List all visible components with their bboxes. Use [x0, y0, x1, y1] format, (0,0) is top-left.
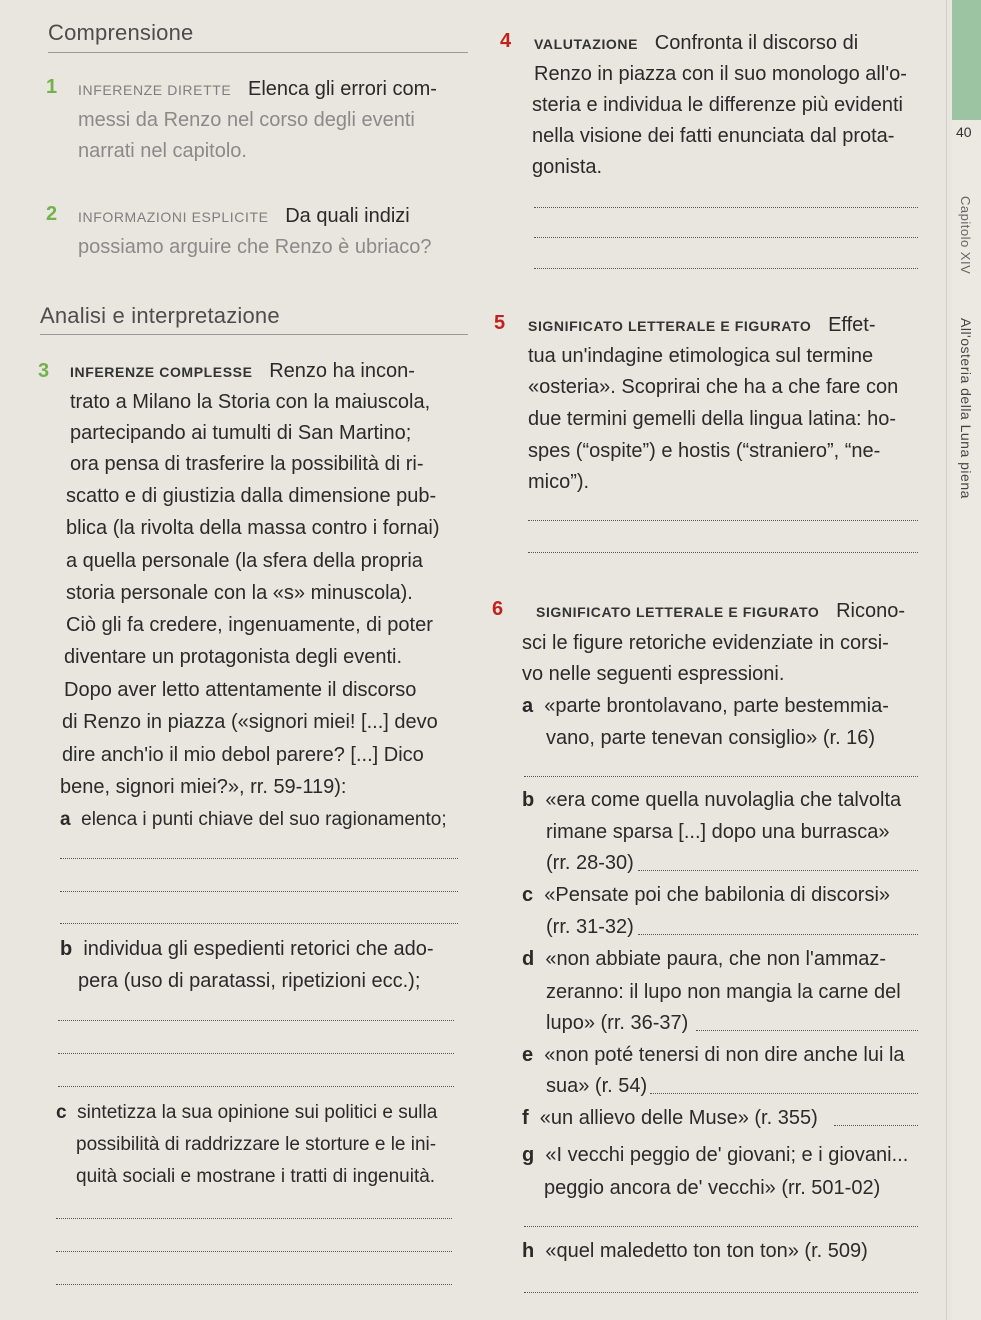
section-heading-comprensione: Comprensione [48, 20, 194, 45]
item-f: f «un allievo delle Muse» (r. 355) [522, 1107, 818, 1129]
answer-line[interactable] [524, 1292, 918, 1293]
item-a: a «parte brontolavano, parte bestemmia- [522, 695, 889, 717]
subquestion-c: c sintetizza la sua opinione sui politici e sulla [56, 1102, 438, 1123]
answer-line[interactable] [56, 1218, 452, 1219]
answer-line[interactable] [638, 934, 918, 935]
question-5-line: tua un'indagine etimologica sul termine [528, 345, 874, 367]
question-2-line-1: INFORMAZIONI ESPLICITE Da quali indizi [78, 205, 410, 227]
answer-line[interactable] [58, 1020, 454, 1021]
question-3-line: partecipando ai tumulti di San Martino; [70, 422, 412, 444]
answer-line[interactable] [60, 923, 458, 924]
item-d: d «non abbiate paura, che non l'ammaz- [522, 948, 887, 970]
question-4-line: nella visione dei fatti enunciata dal prota- [532, 125, 895, 147]
question-tag: INFORMAZIONI ESPLICITE [78, 209, 269, 225]
item-b: b «era come quella nuvolaglia che talvolta [522, 789, 902, 811]
question-tag: SIGNIFICATO LETTERALE E FIGURATO [528, 318, 812, 334]
question-5-line-1: SIGNIFICATO LETTERALE E FIGURATO Effet- [528, 314, 876, 336]
heading-rule [40, 334, 468, 335]
answer-line[interactable] [60, 891, 458, 892]
item-g-line: peggio ancora de' vecchi» (rr. 501-02) [544, 1177, 881, 1199]
answer-line[interactable] [638, 870, 918, 871]
item-c: c «Pensate poi che babilonia di discorsi» [522, 884, 891, 906]
question-number: 3 [38, 360, 50, 382]
answer-line[interactable] [56, 1251, 452, 1252]
question-6-line: vo nelle seguenti espressioni. [522, 663, 785, 685]
answer-line[interactable] [696, 1030, 918, 1031]
leaf-decoration [952, 0, 981, 120]
question-number: 1 [46, 76, 58, 98]
item-d-line: lupo» (rr. 36-37) [546, 1012, 689, 1034]
answer-line[interactable] [534, 268, 918, 269]
question-3-line: Ciò gli fa credere, ingenuamente, di poter [66, 614, 433, 636]
question-5-line: spes (“ospite”) e hostis (“straniero”, “ne- [528, 440, 881, 462]
answer-line[interactable] [58, 1086, 454, 1087]
question-1-line-2: messi da Renzo nel corso degli eventi [78, 109, 415, 131]
question-3-line-1: INFERENZE COMPLESSE Renzo ha incon- [70, 360, 415, 382]
chapter-title: All'osteria della Luna piena [958, 318, 974, 499]
question-3-line: Dopo aver letto attentamente il discorso [64, 679, 417, 701]
question-number: 6 [492, 598, 504, 620]
question-3-line: bene, signori miei?», rr. 59-119): [60, 776, 347, 798]
page-edge-rule [946, 0, 947, 1320]
question-tag: SIGNIFICATO LETTERALE E FIGURATO [536, 604, 820, 620]
question-3-line: a quella personale (la sfera della propria [66, 550, 423, 572]
question-3-line: ora pensa di trasferire la possibilità di ri- [70, 453, 424, 475]
question-number: 2 [46, 203, 58, 225]
question-4-line-1: VALUTAZIONE Confronta il discorso di [534, 32, 859, 54]
question-tag: VALUTAZIONE [534, 36, 639, 52]
question-2-line-2: possiamo arguire che Renzo è ubriaco? [78, 236, 432, 258]
question-6-line-1: SIGNIFICATO LETTERALE E FIGURATO Ricono- [536, 600, 905, 622]
answer-line[interactable] [524, 1226, 918, 1227]
question-number: 5 [494, 312, 506, 334]
question-6-line: sci le figure retoriche evidenziate in corsi- [522, 632, 889, 654]
item-c-line: (rr. 31-32) [546, 916, 634, 938]
answer-line[interactable] [534, 237, 918, 238]
section-heading-analisi: Analisi e interpretazione [40, 303, 280, 328]
question-number: 4 [500, 30, 512, 52]
item-h: h «quel maledetto ton ton ton» (r. 509) [522, 1240, 868, 1262]
answer-line[interactable] [56, 1284, 452, 1285]
question-3-line: diventare un protagonista degli eventi. [64, 646, 403, 668]
item-b-line: rimane sparsa [...] dopo una burrasca» [546, 821, 890, 843]
question-3-line: trato a Milano la Storia con la maiuscola, [70, 391, 431, 413]
question-5-line: mico”). [528, 471, 590, 493]
question-1-line-1: INFERENZE DIRETTE Elenca gli errori com- [78, 78, 437, 100]
item-e: e «non poté tenersi di non dire anche lui la [522, 1044, 905, 1066]
question-tag: INFERENZE COMPLESSE [70, 364, 253, 380]
question-4-line: Renzo in piazza con il suo monologo all'o- [534, 63, 907, 85]
answer-line[interactable] [58, 1053, 454, 1054]
item-e-line: sua» (r. 54) [546, 1075, 648, 1097]
page-number: 40 [956, 124, 972, 140]
question-3-line: scatto e di giustizia dalla dimensione pub- [66, 485, 437, 507]
chapter-label: Capitolo XIV [958, 196, 973, 275]
answer-line[interactable] [534, 207, 918, 208]
item-d-line: zeranno: il lupo non mangia la carne del [546, 981, 901, 1003]
answer-line[interactable] [528, 520, 918, 521]
answer-line[interactable] [650, 1093, 918, 1094]
question-3-line: dire anch'io il mio debol parere? [...] Dico [62, 744, 424, 766]
question-tag: INFERENZE DIRETTE [78, 82, 232, 98]
subquestion-a: a elenca i punti chiave del suo ragionamento; [60, 809, 447, 830]
question-3-line: storia personale con la «s» minuscola). [66, 582, 413, 604]
question-5-line: due termini gemelli della lingua latina: ho- [528, 408, 896, 430]
item-a-line: vano, parte tenevan consiglio» (r. 16) [546, 727, 876, 749]
subquestion-b-line: pera (uso di paratassi, ripetizioni ecc.); [78, 970, 421, 992]
question-1-line-3: narrati nel capitolo. [78, 140, 247, 162]
subquestion-c-line: possibilità di raddrizzare le storture e le ini- [76, 1134, 437, 1155]
answer-line[interactable] [60, 858, 458, 859]
question-5-line: «osteria». Scoprirai che ha a che fare con [528, 376, 899, 398]
question-3-line: di Renzo in piazza («signori miei! [...] devo [62, 711, 438, 733]
question-4-line: steria e individua le differenze più evidenti [532, 94, 903, 116]
item-b-line: (rr. 28-30) [546, 852, 634, 874]
subquestion-c-line: quità sociali e mostrane i tratti di ingenuità. [76, 1166, 436, 1187]
subquestion-b: b individua gli espedienti retorici che ado- [60, 938, 434, 960]
question-4-line: gonista. [532, 156, 603, 178]
answer-line[interactable] [834, 1125, 918, 1126]
answer-line[interactable] [524, 776, 918, 777]
item-g: g «I vecchi peggio de' giovani; e i giovani... [522, 1144, 909, 1166]
heading-rule [48, 52, 468, 53]
question-3-line: blica (la rivolta della massa contro i fornai) [66, 517, 440, 539]
answer-line[interactable] [528, 552, 918, 553]
